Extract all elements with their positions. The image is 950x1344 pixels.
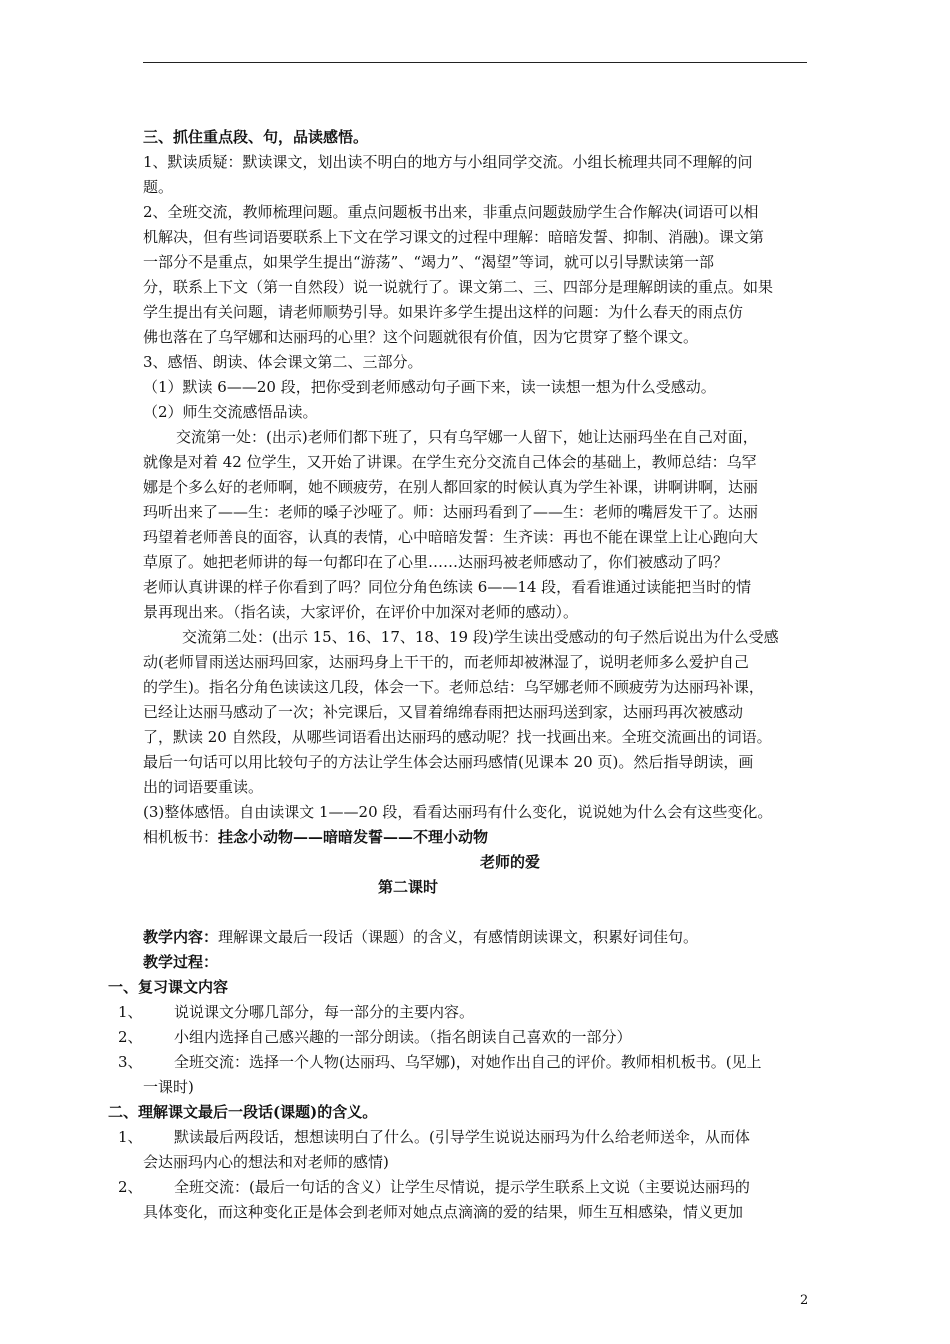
paragraph-line: 2、全班交流，教师梳理问题。重点问题板书出来，非重点问题鼓励学生合作解决(词语可以相 [143,203,759,221]
paragraph-line: 出的词语要重读。 [143,778,264,796]
content-label: 教学内容： [143,928,219,946]
list-number: 2、 [118,1028,143,1046]
board-text: 挂念小动物——暗暗发誓——不理小动物 [218,828,489,846]
paragraph-line: 题。 [143,178,174,196]
paragraph-line: 动(老师冒雨送达丽玛回家，达丽玛身上干干的，而老师却被淋湿了，说明老师多么爱护自己 [143,653,749,671]
page-number: 2 [800,1293,809,1308]
list-item: 全班交流：(最后一句话的含义）让学生尽情说，提示学生联系上文说（主要说达丽玛的 [174,1178,750,1196]
paragraph-line: 就像是对着 42 位学生，又开始了讲课。在学生充分交流自己体会的基础上，教师总结：乌罕 [143,453,757,471]
review-heading: 一、复习课文内容 [108,978,229,996]
list-item-cont: 具体变化，而这种变化正是体会到老师对她点点滴滴的爱的结果，师生互相感染，情义更加 [143,1203,744,1221]
paragraph-line: 分，联系上下文（第一自然段）说一说就行了。课文第二、三、四部分是理解朗读的重点。如果 [143,278,774,296]
paragraph-line: 了，默读 20 自然段，从哪些词语看出达丽玛的感动呢？找一找画出来。全班交流画出的词语。 [143,728,772,746]
paragraph-line: （2）师生交流感悟品读。 [143,403,318,421]
process-label: 教学过程： [143,953,219,971]
paragraph-line: 佛也落在了乌罕娜和达丽玛的心里？这个问题就很有价值，因为它贯穿了整个课文。 [143,328,699,346]
paragraph-line: 1、默读质疑：默读课文，划出读不明白的地方与小组同学交流。小组长梳理共同不理解的问 [143,153,753,171]
board-summary [143,827,488,847]
lesson-subtitle: 第二课时 [378,878,439,896]
lesson-title: 老师的爱 [480,853,541,871]
section3-heading: 三、抓住重点段、句，品读感悟。 [143,128,369,146]
paragraph-line: 娜是个多么好的老师啊，她不顾疲劳，在别人都回家的时候认真为学生补课，讲啊讲啊，达丽 [143,478,759,496]
paragraph-line: 最后一句话可以用比较句子的方法让学生体会达丽玛感情(见课本 20 页)。然后指导朗读，画 [143,753,754,771]
list-number: 3、 [118,1053,143,1071]
paragraph-line: 学生提出有关问题，请老师顺势引导。如果许多学生提出这样的问题：为什么春天的雨点仿 [143,303,744,321]
paragraph-line: 老师认真讲课的样子你看到了吗？同位分角色练读 6——14 段，看看谁通过读能把当时的情 [143,578,752,596]
paragraph-line: 景再现出来。（指名读，大家评价，在评价中加深对老师的感动）。 [143,603,579,621]
meaning-heading: 二、理解课文最后一段话(课题)的含义。 [108,1103,378,1121]
paragraph-line: 一部分不是重点，如果学生提出“游荡”、“竭力”、“渴望”等词，就可以引导默读第一部 [143,253,715,271]
list-item: 说说课文分哪几部分，每一部分的主要内容。 [174,1003,475,1021]
paragraph-line: 3、感悟、朗读、体会课文第二、三部分。 [143,353,423,371]
list-item: 默读最后两段话，想想读明白了什么。(引导学生说说达丽玛为什么给老师送伞，从而体 [174,1128,750,1146]
list-number: 1、 [118,1128,143,1146]
list-item: 全班交流：选择一个人物(达丽玛、乌罕娜)，对她作出自己的评价。教师相机板书。(见上 [174,1053,762,1071]
paragraph-line: 机解决，但有些词语要联系上下文在学习课文的过程中理解：暗暗发誓、抑制、消融)。课文第 [143,228,764,246]
list-item-cont: 一课时) [143,1078,194,1096]
paragraph-line: (3)整体感悟。自由读课文 1——20 段，看看达丽玛有什么变化，说说她为什么会有这些变化。 [143,803,773,821]
paragraph-line: 玛望着老师善良的面容，认真的表情，心中暗暗发誓：生齐读：再也不能在课堂上让心跑向大 [143,528,759,546]
paragraph-line: 已经让达丽马感动了一次；补完课后，又冒着绵绵春雨把达丽玛送到家，达丽玛再次被感动 [143,703,744,721]
paragraph-line: 玛听出来了——生：老师的嗓子沙哑了。师：达丽玛看到了——生：老师的嘴唇发干了。达丽 [143,503,759,521]
paragraph-line: 草原了。她把老师讲的每一句都印在了心里……达丽玛被老师感动了，你们被感动了吗？ [143,553,729,571]
paragraph-line: （1）默读 6——20 段，把你受到老师感动句子画下来，读一读想一想为什么受感动。 [143,378,716,396]
list-number: 1、 [118,1003,143,1021]
paragraph-line: 的学生)。指名分角色读读这几段，体会一下。老师总结：乌罕娜老师不顾疲劳为达丽玛补课， [143,678,764,696]
board-label: 相机板书： [143,828,219,846]
paragraph-line: 交流第一处：(出示)老师们都下班了，只有乌罕娜一人留下，她让达丽玛坐在自己对面， [176,428,758,446]
list-item: 小组内选择自己感兴趣的一部分朗读。（指名朗读自己喜欢的一部分） [174,1028,632,1046]
list-item-cont: 会达丽玛内心的想法和对老师的感情) [143,1153,389,1171]
header-rule [143,62,807,63]
list-number: 2、 [118,1178,143,1196]
content-text: 理解课文最后一段话（课题）的含义，有感情朗读课文，积累好词佳句。 [218,928,699,946]
teaching-content [143,927,698,947]
paragraph-line: 交流第二处：(出示 15、16、17、18、19 段)学生读出受感动的句子然后说出为什么受感 [182,628,779,646]
